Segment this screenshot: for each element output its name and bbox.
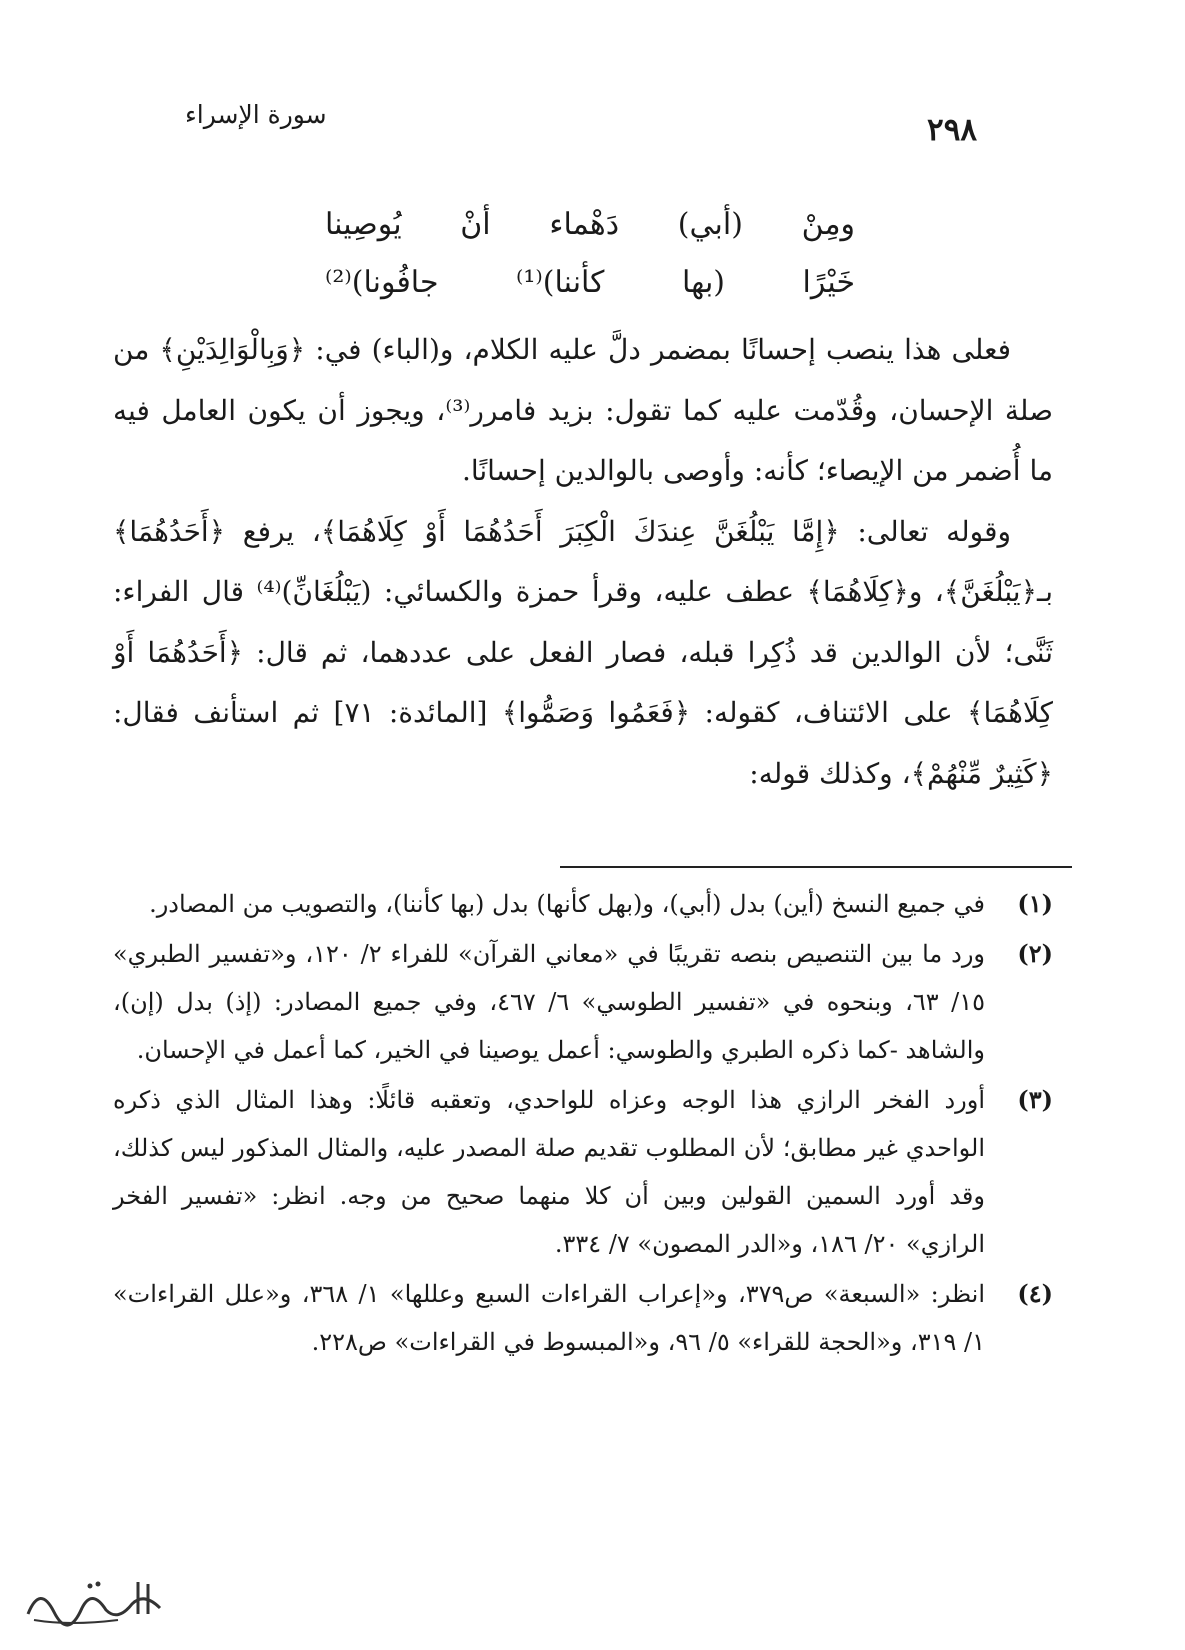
footnote-text: ورد ما بين التنصيص بنصه تقريبًا في «معاني القرآن» للفراء ٢/ ١٢٠، و«تفسير الطبري» ١٥/ ٦٣، وبنحوه في «تفسير الطوسي» ٦/ ٤٦٧، وفي جميع المصادر: (إذ) بدل (إن)، والشاهد -كما ذكره الطبري والطوسي: أعمل يوصينا في الخير، كما أعمل في الإحسان. bbox=[113, 940, 986, 1064]
footnote-number: (٣) bbox=[1017, 1085, 1053, 1114]
footnote-text: أورد الفخر الرازي هذا الوجه وعزاه للواحدي، وتعقبه قائلًا: وهذا المثال الذي ذكره الواحدي غير مطابق؛ لأن المطلوب تقديم صلة المصدر عليه، والمثال المذكور ليس كذلك، وقد أورد السمين القولين وبين أن كلا منهما صحيح من وجه. انظر: «تفسير الفخر الرازي» ٢٠/ ١٨٦، و«الدر المصون» ٧/ ٣٣٤. bbox=[113, 1086, 985, 1258]
poem-verse bbox=[325, 196, 855, 312]
footnotes bbox=[113, 880, 1053, 1366]
main-text bbox=[113, 320, 1053, 804]
surah-title: سورة الإسراء bbox=[185, 100, 327, 129]
footnote-number: (٤) bbox=[1017, 1279, 1053, 1308]
footnote-text: انظر: «السبعة» ص٣٧٩، و«إعراب القراءات السبع وعللها» ١/ ٣٦٨، و«علل القراءات» ١/ ٣١٩، و«الحجة للقراء» ٥/ ٩٦، و«المبسوط في القراءات» ص٢٢٨. bbox=[113, 1280, 985, 1356]
footnote-text: في جميع النسخ (أين) بدل (أبي)، و(بهل كأنها) بدل (بها كأننا)، والتصويب من المصادر. bbox=[149, 890, 985, 918]
footnote-2 bbox=[113, 930, 1053, 1074]
footnote-1 bbox=[113, 880, 1053, 928]
footnote-number: (١) bbox=[1017, 889, 1053, 918]
footnote-3 bbox=[113, 1076, 1053, 1268]
watermark-logo bbox=[20, 1574, 170, 1630]
poem-line-1: ومِنْ (أبي) دَهْماء أنْ يُوصِينا bbox=[325, 207, 855, 242]
poem-line-2: خَيْرًا (بها كأننا)⁽¹⁾ جافُونا)⁽²⁾ bbox=[325, 265, 855, 300]
paragraph-2: وقوله تعالى: ﴿إِمَّا يَبْلُغَنَّ عِندَكَ الْكِبَرَ أَحَدُهُمَا أَوْ كِلَاهُمَا﴾، يرفع ﴿أَحَدُهُمَا﴾ بـ﴿يَبْلُغَنَّ﴾، و﴿كِلَاهُمَا﴾ عطف عليه، وقرأ حمزة والكسائي: (يَبْلُغَانِّ)⁽⁴⁾ قال الفراء: ثَنَّى؛ لأن الوالدين قد ذُكِرا قبله، فصار الفعل على عددهما، ثم قال: ﴿أَحَدُهُمَا أَوْ كِلَاهُمَا﴾ على الائتناف، كقوله: ﴿فَعَمُوا وَصَمُّوا﴾ [المائدة: ٧١] ثم استأنف فقال: ﴿كَثِيرٌ مِّنْهُمْ﴾، وكذلك قوله: bbox=[113, 514, 1053, 790]
footnote-separator bbox=[560, 866, 1072, 868]
page-number: ٢٩٨ bbox=[927, 112, 977, 148]
footnote-number: (٢) bbox=[1017, 939, 1053, 968]
paragraph-1: فعلى هذا ينصب إحسانًا بمضمر دلَّ عليه الكلام، و(الباء) في: ﴿وَبِالْوَالِدَيْنِ﴾ من صلة الإحسان، وقُدّمت عليه كما تقول: بزيد فامرر⁽³⁾، ويجوز أن يكون العامل فيه ما أُضمر من الإيصاء؛ كأنه: وأوصى بالوالدين إحسانًا. bbox=[113, 333, 1053, 487]
footnote-4 bbox=[113, 1270, 1053, 1366]
